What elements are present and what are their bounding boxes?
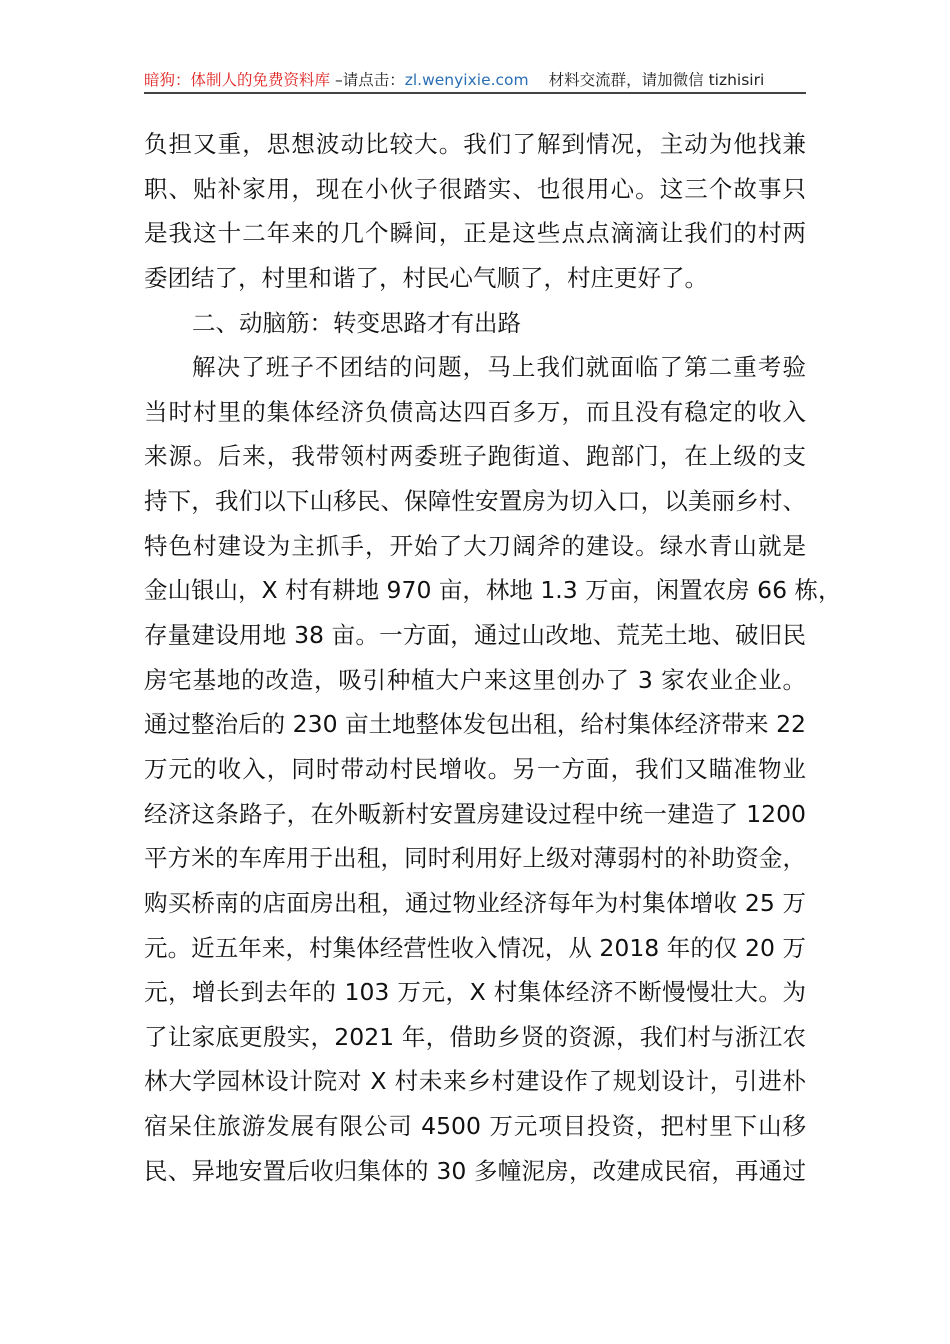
text-line: 购买桥南的店面房出租，通过物业经济每年为村集体增收 25 万 [144,888,806,917]
text-line: 特色村建设为主抓手，开始了大刀阔斧的建设。绿水青山就是 [144,531,806,560]
text-line: 解决了班子不团结的问题，马上我们就面临了第二重考验 [192,353,806,382]
site-link[interactable]: zl.wenyixie.com [404,71,529,89]
text-line: 宿呆住旅游发展有限公司 4500 万元项目投资，把村里下山移 [144,1112,806,1141]
text-line: 了让家底更殷实，2021 年，借助乡贤的资源，我们村与浙江农 [144,1022,806,1051]
text-line: 持下，我们以下山移民、保障性安置房为切入口，以美丽乡村、 [144,487,806,516]
text-line: 存量建设用地 38 亩。一方面，通过山改地、荒芜土地、破旧民 [144,621,806,650]
page-header [144,68,806,92]
text-line: 经济这条路子，在外畈新村安置房建设过程中统一建造了 1200 [144,799,806,828]
text-line: 来源。后来，我带领村两委班子跑街道、跑部门，在上级的支 [144,442,806,471]
text-line: 是我这十二年来的几个瞬间，正是这些点点滴滴让我们的村两 [144,219,806,248]
document-body [144,122,842,1193]
text-line: 元。近五年来，村集体经营性收入情况，从 2018 年的仅 20 万 [144,933,806,962]
text-line: 金山银山，X 村有耕地 970 亩，林地 1.3 万亩，闲置农房 66 栋， [144,576,842,605]
site-name: 暗狗：体制人的免费资料库 [144,71,331,89]
text-line: 万元的收入，同时带动村民增收。另一方面，我们又瞄准物业 [144,754,806,783]
text-line: 当时村里的集体经济负债高达四百多万，而且没有稳定的收入 [144,397,806,426]
text-line: 通过整治后的 230 亩土地整体发包出租，给村集体经济带来 22 [144,710,806,739]
text-line: 委团结了，村里和谐了，村民心气顺了，村庄更好了。 [144,263,708,292]
text-line: 职、贴补家用，现在小伙子很踏实、也很用心。这三个故事只 [144,174,806,203]
text-line: 林大学园林设计院对 X 村未来乡村建设作了规划设计，引进朴 [144,1067,806,1096]
text-line: 平方米的车库用于出租，同时利用好上级对薄弱村的补助资金， [144,844,806,873]
header-divider [144,92,806,94]
section-heading: 二、动脑筋：转变思路才有出路 [192,308,521,337]
text-line: 房宅基地的改造，吸引种植大户来这里创办了 3 家农业企业。 [144,665,806,694]
click-prompt: –请点击： [330,71,405,89]
contact-info: 材料交流群，请加微信 tizhisiri [548,71,765,89]
text-line: 民、异地安置后收归集体的 30 多幢泥房，改建成民宿，再通过 [144,1156,806,1185]
text-line: 负担又重，思想波动比较大。我们了解到情况，主动为他找兼 [144,130,806,158]
text-line: 元，增长到去年的 103 万元，X 村集体经济不断慢慢壮大。为 [144,978,806,1007]
